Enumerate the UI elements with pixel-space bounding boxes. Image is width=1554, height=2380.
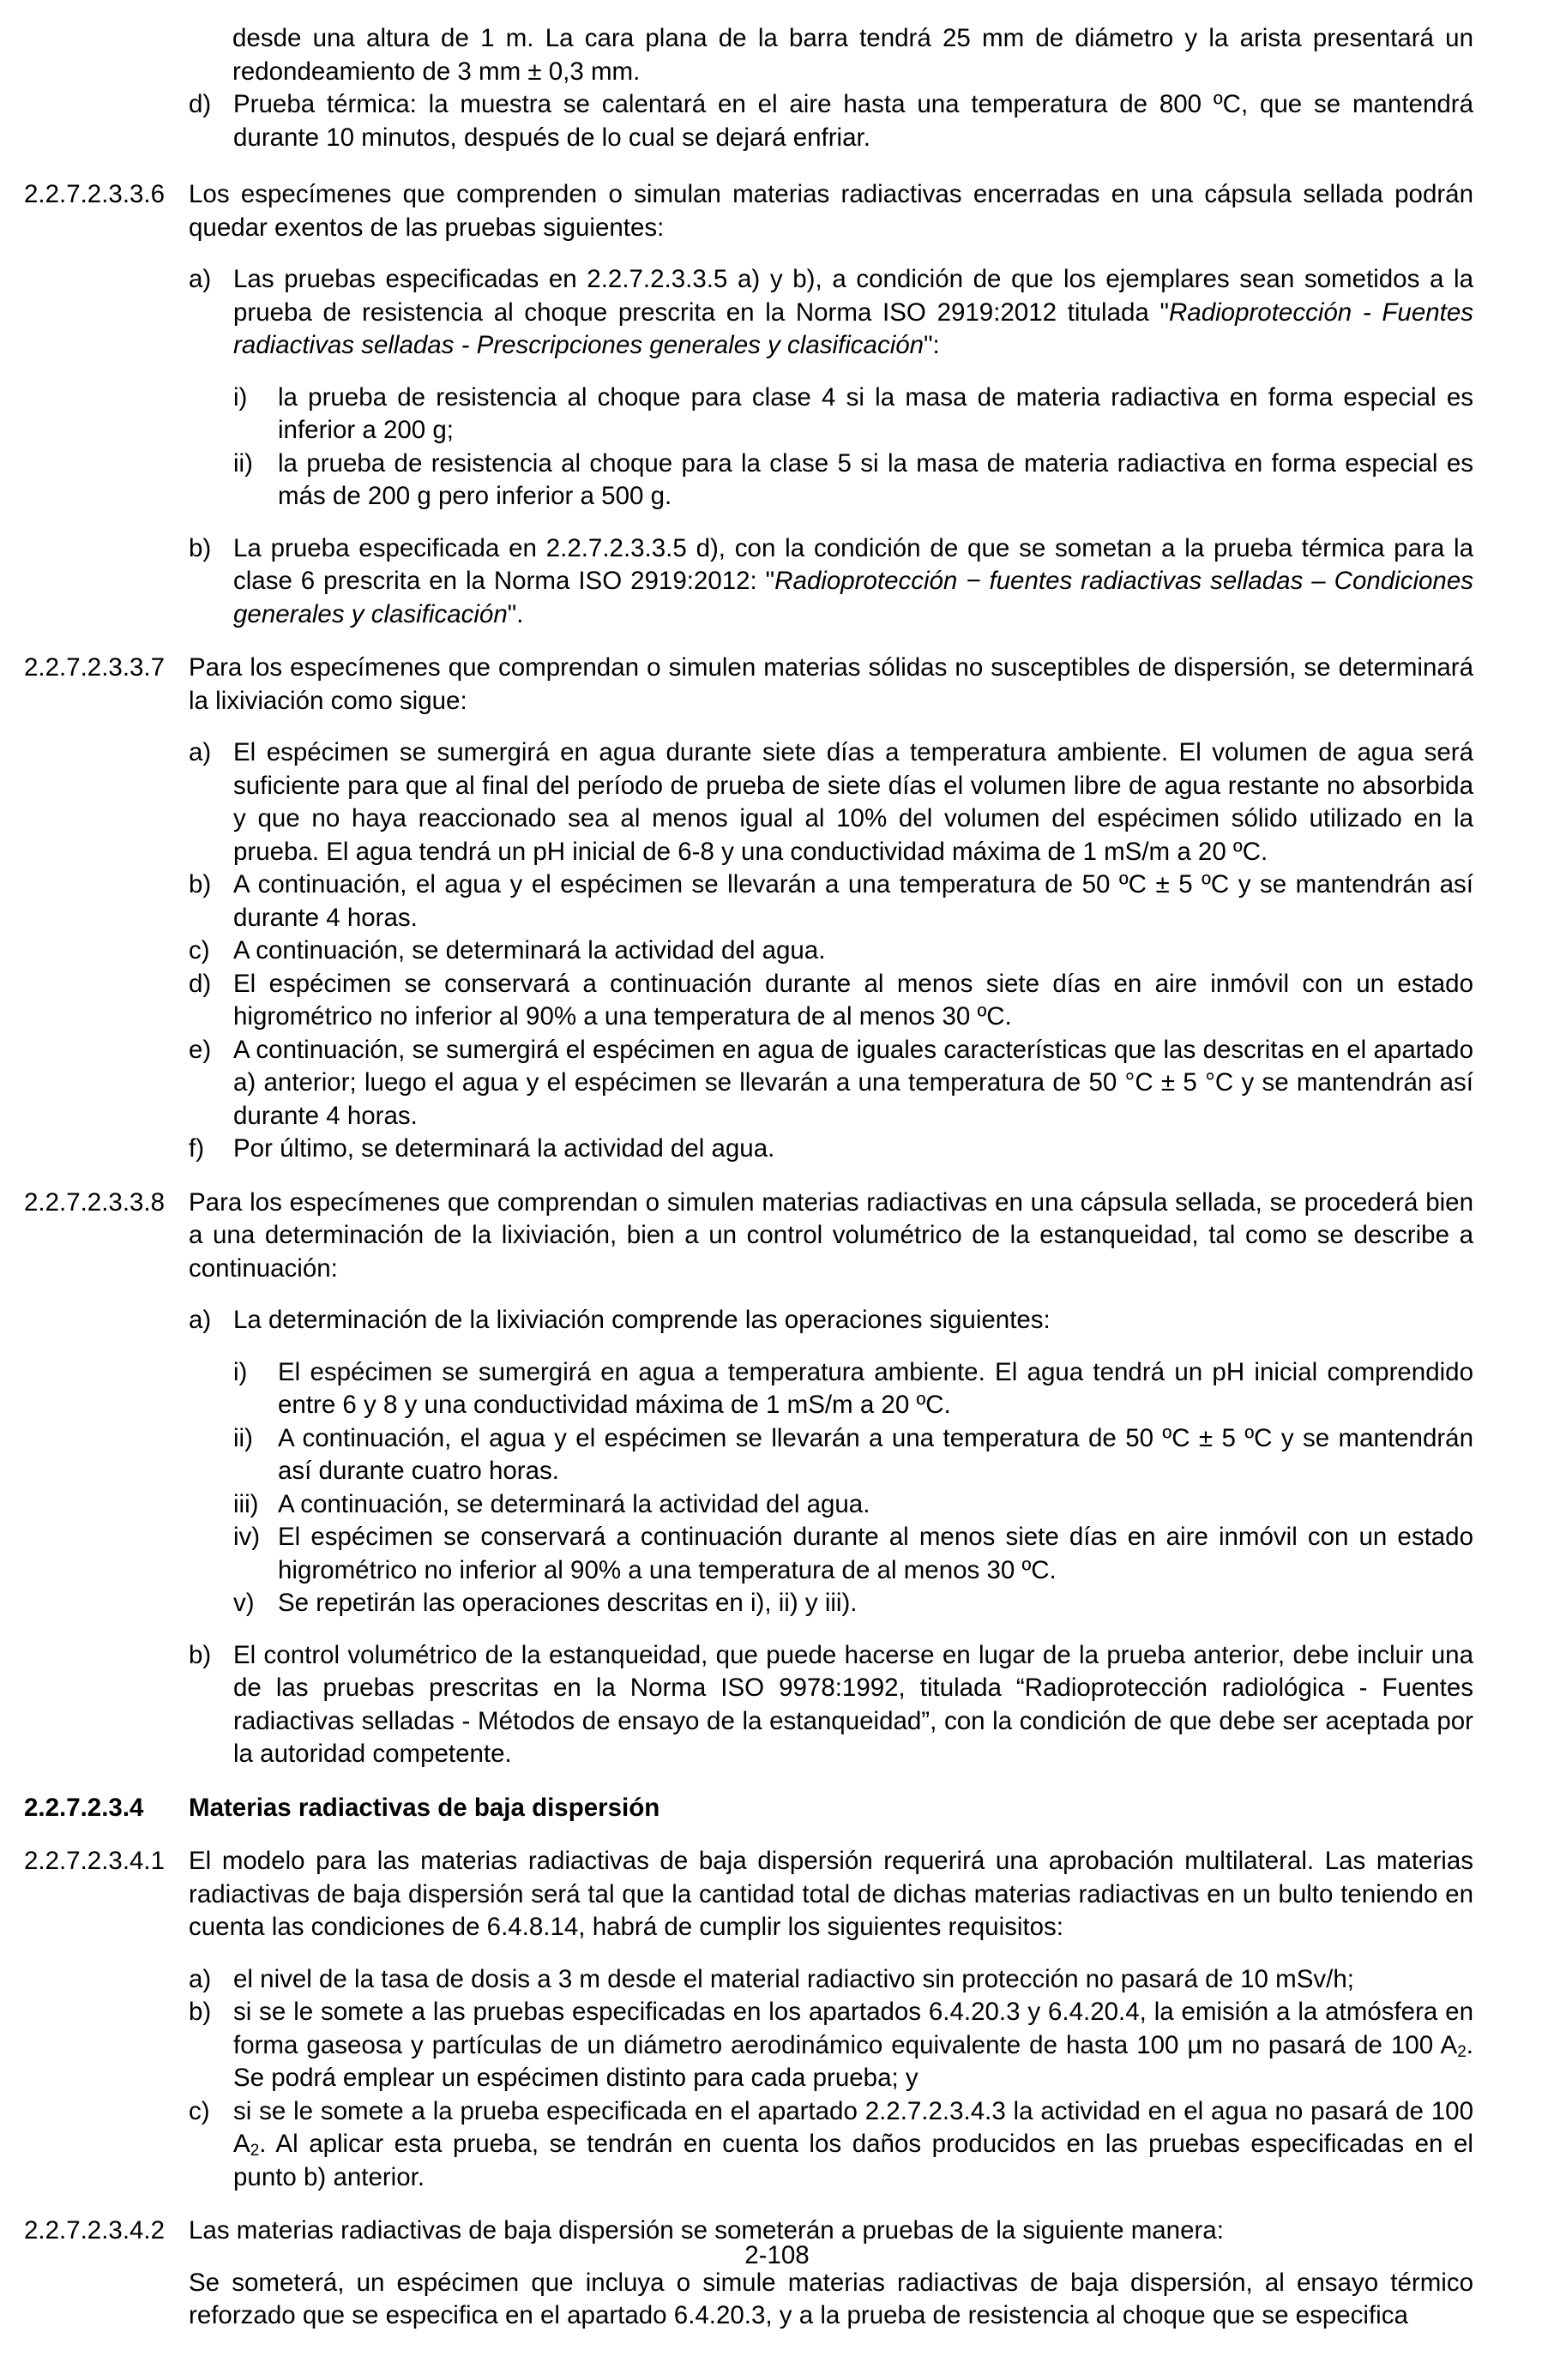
leaching-steps-list bbox=[24, 736, 1473, 1166]
page-number: 2-108 bbox=[744, 2241, 810, 2269]
list-item-b bbox=[189, 1639, 1473, 1771]
list-item-b bbox=[189, 532, 1473, 632]
section-heading-2-2-7-2-3-4 bbox=[24, 1792, 1473, 1825]
list-item-ii bbox=[233, 1422, 1473, 1488]
item-text: El control volumétrico de la estanqueidad, que puede hacerse en lugar de la prueba anterior, debe incluir una de las pruebas prescritas en la Norma ISO 9978:1992, titulada “Radioprotección radiológica - Fuentes radiactivas selladas - Métodos de ensayo de la estanqueidad”, con la condición de que debe ser aceptada por la autoridad competente. bbox=[233, 1640, 1473, 1768]
item-text: Por último, se determinará la actividad del agua. bbox=[233, 1134, 775, 1163]
item-label: b) bbox=[189, 870, 212, 899]
item-label: iii) bbox=[233, 1489, 259, 1518]
list-item-a bbox=[189, 263, 1473, 363]
section-number: 2.2.7.2.3.4.1 bbox=[24, 1847, 166, 1875]
item-text: A continuación, el agua y el espécimen se llevarán a una temperatura de 50 ºC ± 5 ºC y se mantendrán así durante cuatro horas. bbox=[278, 1423, 1473, 1485]
leaching-operations-list bbox=[24, 1356, 1473, 1620]
item-text: La determinación de la lixiviación comprende las operaciones siguientes: bbox=[233, 1306, 1051, 1334]
list-item-v bbox=[233, 1587, 1473, 1620]
item-label: c) bbox=[189, 936, 210, 965]
list-item-d bbox=[189, 968, 1473, 1034]
list-item-d bbox=[189, 88, 1473, 154]
section-2-2-7-2-3-3-7 bbox=[24, 652, 1473, 718]
section-number: 2.2.7.2.3.3.8 bbox=[24, 1187, 166, 1217]
item-label: v) bbox=[233, 1589, 255, 1617]
requirements-list bbox=[24, 1963, 1473, 2195]
list-item-a bbox=[189, 1304, 1473, 1337]
item-label: d) bbox=[189, 90, 212, 118]
section-2-2-7-2-3-3-8 bbox=[24, 1187, 1473, 1286]
item-label: a) bbox=[189, 1306, 212, 1334]
item-label: ii) bbox=[233, 448, 253, 478]
item-text: la prueba de resistencia al choque para clase 4 si la masa de materia radiactiva en forma especial es inferior a 200 g; bbox=[278, 382, 1473, 444]
section-2-2-7-2-3-4-1 bbox=[24, 1845, 1473, 1944]
item-label: e) bbox=[189, 1035, 212, 1064]
item-label: b) bbox=[189, 1640, 212, 1669]
item-label: b) bbox=[189, 1998, 212, 2026]
section-number: 2.2.7.2.3.3.6 bbox=[24, 180, 166, 208]
section-paragraph: Se someterá, un espécimen que incluya o simule materias radiactivas de baja dispersión, al ensayo térmico reforzado que se especifica en el apartado 6.4.20.3, y a la prueba de resistencia al choque que se especifica bbox=[189, 2268, 1473, 2329]
item-text: A continuación, se sumergirá el espécimen en agua de iguales características que las descritas en el apartado a) anterior; luego el agua y el espécimen se llevarán a una temperatura de 50 °C ± 5 °C y se mantendrán así durante 4 horas. bbox=[233, 1035, 1473, 1130]
item-text: si se le somete a las pruebas especificadas en los apartados 6.4.20.3 y 6.4.20.4, la emisión a la atmósfera en forma gaseosa y partículas de un diámetro aerodinámico equivalente de hasta 100 µm no pasará de 100 $A_2$. Se podrá emplear un espécimen distinto para cada prueba; y bbox=[233, 1998, 1473, 2092]
list-item-c bbox=[189, 2095, 1473, 2195]
item-label: ii) bbox=[233, 1423, 253, 1452]
item-label: i) bbox=[233, 1357, 248, 1386]
item-label: i) bbox=[233, 382, 248, 412]
section-number: 2.2.7.2.3.4.2 bbox=[24, 2216, 166, 2245]
item-text: Prueba térmica: la muestra se calentará en el aire hasta una temperatura de 800 ºC, que se mantendrá durante 10 minutos, después de lo cual se dejará enfriar. bbox=[233, 90, 1473, 152]
list-item-i bbox=[233, 1356, 1473, 1422]
document-page bbox=[24, 22, 1473, 2333]
list-item-b bbox=[189, 868, 1473, 935]
item-text: Las pruebas especificadas en 2.2.7.2.3.3.5 a) y b), a condición de que los ejemplares sean sometidos a la prueba de resistencia al choque prescrita en la Norma ISO 2919:2012 titulada "Radioprotección - Fuentes radiactivas selladas - Prescripciones generales y clasificación": bbox=[233, 265, 1473, 359]
list-item-a bbox=[189, 736, 1473, 868]
list-item-c bbox=[189, 935, 1473, 968]
item-text: la prueba de resistencia al choque para la clase 5 si la masa de materia radiactiva en forma especial es más de 200 g pero inferior a 500 g. bbox=[278, 448, 1473, 510]
section-text: Las materias radiactivas de baja dispersión se someterán a pruebas de la siguiente manera: bbox=[189, 2216, 1224, 2245]
item-text: el nivel de la tasa de dosis a 3 m desde el material radiactivo sin protección no pasará de 10 mSv/h; bbox=[233, 1964, 1354, 1993]
item-text: Se repetirán las operaciones descritas en i), ii) y iii). bbox=[278, 1589, 858, 1617]
item-text: La prueba especificada en 2.2.7.2.3.3.5 d), con la condición de que se sometan a la prueba térmica para la clase 6 prescrita en la Norma ISO 2919:2012: "Radioprotección − fuentes radiactivas selladas – Condiciones generales y clasificación". bbox=[233, 533, 1473, 628]
item-text: El espécimen se conservará a continuación durante al menos siete días en aire inmóvil con un estado higrométrico no inferior al 90% a una temperatura de al menos 30 ºC. bbox=[233, 969, 1473, 1031]
list-item-a bbox=[189, 1963, 1473, 1997]
list-item-iv bbox=[233, 1521, 1473, 1587]
item-text: si se le somete a la prueba especificada en el apartado 2.2.7.2.3.4.3 la actividad en el agua no pasará de 100 $A_2$. Al aplicar esta prueba, se tendrán en cuenta los daños producidos en las pruebas especificadas en el punto b) anterior. bbox=[233, 2096, 1473, 2191]
item-text: A continuación, se determinará la actividad del agua. bbox=[278, 1489, 870, 1518]
item-text: El espécimen se sumergirá en agua a temperatura ambiente. El agua tendrá un pH inicial comprendido entre 6 y 8 y una conductividad máxima de 1 mS/m a 20 ºC. bbox=[278, 1357, 1473, 1419]
item-label: b) bbox=[189, 533, 212, 562]
item-c-continuation: desde una altura de 1 m. La cara plana de la barra tendrá 25 mm de diámetro y la arista presentará un redondeamiento de 3 mm ± 0,3 mm. bbox=[232, 24, 1473, 86]
item-label: a) bbox=[189, 1964, 212, 1993]
item-text: El espécimen se conservará a continuación durante al menos siete días en aire inmóvil con un estado higrométrico no inferior al 90% a una temperatura de al menos 30 ºC. bbox=[278, 1523, 1473, 1584]
section-text: El modelo para las materias radiactivas de baja dispersión requerirá una aprobación multilateral. Las materias radiactivas de baja dispersión será tal que la cantidad total de dichas materias radiactivas en un bulto teniendo en cuenta las condiciones de 6.4.8.14, habrá de cumplir los siguientes requisitos: bbox=[189, 1847, 1473, 1941]
item-label: c) bbox=[189, 2096, 210, 2125]
item-label: iv) bbox=[233, 1523, 261, 1551]
section-title: Materias radiactivas de baja dispersión bbox=[189, 1793, 660, 1822]
list-item-i bbox=[233, 382, 1473, 448]
section-number: 2.2.7.2.3.4 bbox=[24, 1793, 144, 1822]
section-text: Para los especímenes que comprendan o simulen materias radiactivas en una cápsula sellada, se procederá bien a una determinación de la lixiviación, bien a un control volumétrico de la estanqueidad, tal como se describe a continuación: bbox=[189, 1187, 1473, 1283]
section-text: Para los especímenes que comprendan o simulen materias sólidas no susceptibles de dispersión, se determinará la lixiviación como sigue: bbox=[189, 653, 1473, 715]
section-2-2-7-2-3-3-6 bbox=[24, 178, 1473, 244]
item-text: A continuación, se determinará la actividad del agua. bbox=[233, 936, 826, 965]
item-label: a) bbox=[189, 265, 212, 293]
item-text: A continuación, el agua y el espécimen se llevarán a una temperatura de 50 ºC ± 5 ºC y se mantendrán así durante 4 horas. bbox=[233, 870, 1473, 932]
list-item-e bbox=[189, 1034, 1473, 1133]
section-number: 2.2.7.2.3.3.7 bbox=[24, 653, 166, 682]
item-text: El espécimen se sumergirá en agua durante siete días a temperatura ambiente. El volumen de agua será suficiente para que al final del período de prueba de siete días el volumen libre de agua restante no absorbida y que no haya reaccionado sea al menos igual al 10% del volumen del espécimen sólido utilizado en la prueba. El agua tendrá un pH inicial de 6-8 y una conductividad máxima de 1 mS/m a 20 ºC. bbox=[233, 738, 1473, 866]
list-item-b bbox=[189, 1996, 1473, 2095]
list-item-ii bbox=[233, 448, 1473, 514]
list-item-f bbox=[189, 1133, 1473, 1166]
item-label: d) bbox=[189, 969, 212, 998]
section-text: Los especímenes que comprenden o simulan materias radiactivas encerradas en una cápsula sellada podrán quedar exentos de las pruebas siguientes: bbox=[189, 180, 1473, 242]
item-label: f) bbox=[189, 1134, 205, 1163]
list-item-iii bbox=[233, 1488, 1473, 1522]
item-label: a) bbox=[189, 738, 212, 766]
